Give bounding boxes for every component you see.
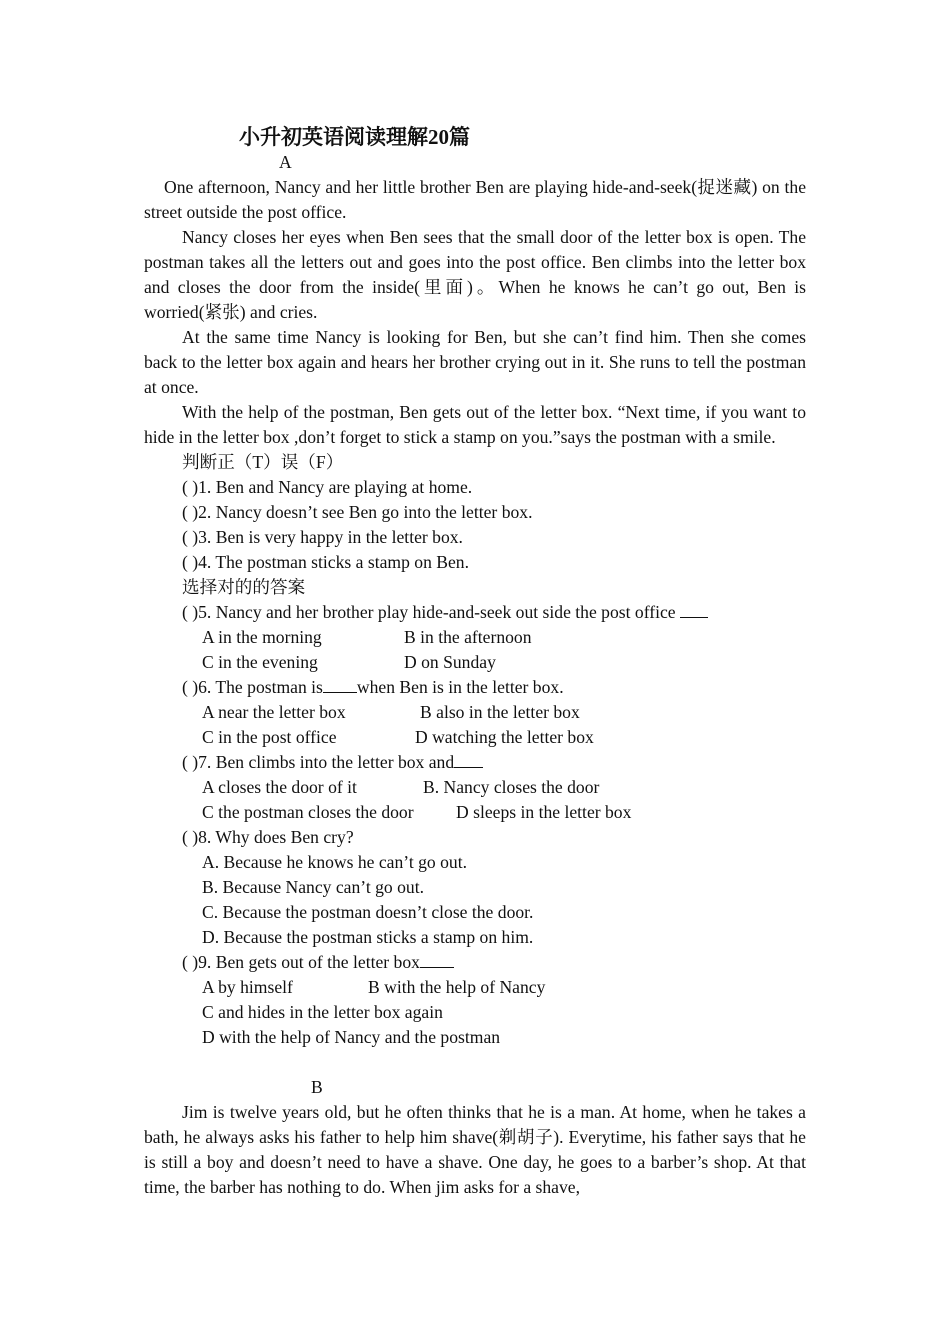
question-6-options-row-2 (144, 725, 806, 750)
answer-blank (680, 617, 708, 618)
option-c: C the postman closes the door (202, 802, 414, 822)
option-b: B. Nancy closes the door (423, 777, 600, 797)
tf-question-2: ( )2. Nancy doesn’t see Ben go into the letter box. (182, 502, 533, 522)
answer-blank (323, 692, 357, 693)
option-d: D watching the letter box (415, 727, 594, 747)
question-7-stem: ( )7. Ben climbs into the letter box and (182, 752, 455, 772)
option-c: C in the evening (202, 652, 318, 672)
true-false-heading: 判断正（T）误（F） (182, 452, 344, 472)
question-5-options-row-1 (144, 625, 806, 650)
passage-b-paragraph-1: Jim is twelve years old, but he often thinks that he is a man. At home, when he takes a bath, he always asks his father to help him shave(剃胡子). Everytime, his father says that he is still a boy and doesn’t need to have a shave. One day, he goes to a barber’s shop. At that time, the barber has nothing to do. When jim asks for a shave, (144, 1102, 806, 1197)
answer-blank (420, 967, 454, 968)
question-5-stem: ( )5. Nancy and her brother play hide-and-seek out side the post office (182, 602, 680, 622)
option-a: A closes the door of it (202, 777, 357, 797)
passage-a-paragraph-3: At the same time Nancy is looking for Ben, but she can’t find him. Then she comes back to the letter box again and hears her brother crying out in it. She runs to tell the postman at once. (144, 327, 806, 397)
question-9 (144, 950, 806, 975)
option-b: B in the afternoon (404, 627, 532, 647)
multiple-choice-heading: 选择对的的答案 (182, 577, 306, 597)
tf-question-1: ( )1. Ben and Nancy are playing at home. (182, 477, 473, 497)
question-6-stem-before: ( )6. The postman is (182, 677, 323, 697)
option-d: D. Because the postman sticks a stamp on him. (202, 927, 534, 947)
question-6-stem-after: when Ben is in the letter box. (356, 677, 564, 697)
question-6-options-row-1 (144, 700, 806, 725)
question-5-options-row-2 (144, 650, 806, 675)
question-7-options-row-1 (144, 775, 806, 800)
option-a: A by himself (202, 977, 293, 997)
document-title: 小升初英语阅读理解20篇 (239, 125, 470, 149)
option-d: D on Sunday (404, 652, 496, 672)
question-7 (144, 750, 806, 775)
passage-a-paragraph-1: One afternoon, Nancy and her little brother Ben are playing hide-and-seek(捉迷藏) on the street outside the post office. (144, 177, 806, 222)
option-d: D sleeps in the letter box (456, 802, 632, 822)
option-b: B. Because Nancy can’t go out. (202, 877, 424, 897)
question-9-options-row-1 (144, 975, 806, 1000)
answer-blank (454, 767, 483, 768)
question-7-options-row-2 (144, 800, 806, 825)
option-a: A in the morning (202, 627, 322, 647)
question-5 (144, 600, 806, 625)
spacer (144, 1050, 806, 1075)
option-c: C. Because the postman doesn’t close the door. (202, 902, 534, 922)
question-8: ( )8. Why does Ben cry? (182, 827, 354, 847)
tf-question-4: ( )4. The postman sticks a stamp on Ben. (182, 552, 469, 572)
question-6 (144, 675, 806, 700)
section-a-heading: A (279, 152, 292, 172)
option-d: D with the help of Nancy and the postman (202, 1027, 501, 1047)
document-content (144, 124, 806, 1200)
passage-a-paragraph-4: With the help of the postman, Ben gets out of the letter box. “Next time, if you want to hide in the letter box ,don’t forget to stick a stamp on you.”says the postman with a smile. (144, 402, 806, 447)
option-a: A. Because he knows he can’t go out. (202, 852, 467, 872)
section-b-heading: B (311, 1077, 323, 1097)
option-a: A near the letter box (202, 702, 346, 722)
option-c: C and hides in the letter box again (202, 1002, 443, 1022)
option-c: C in the post office (202, 727, 337, 747)
passage-a-paragraph-2: Nancy closes her eyes when Ben sees that the small door of the letter box is open. The postman takes all the letters out and goes into the post office. Ben climbs into the letter box and closes the door from the inside(里面)。When he knows he can’t go out, Ben is worried(紧张) and cries. (144, 227, 806, 322)
option-b: B with the help of Nancy (368, 977, 546, 997)
question-9-stem: ( )9. Ben gets out of the letter box (182, 952, 420, 972)
tf-question-3: ( )3. Ben is very happy in the letter box. (182, 527, 463, 547)
option-b: B also in the letter box (420, 702, 580, 722)
